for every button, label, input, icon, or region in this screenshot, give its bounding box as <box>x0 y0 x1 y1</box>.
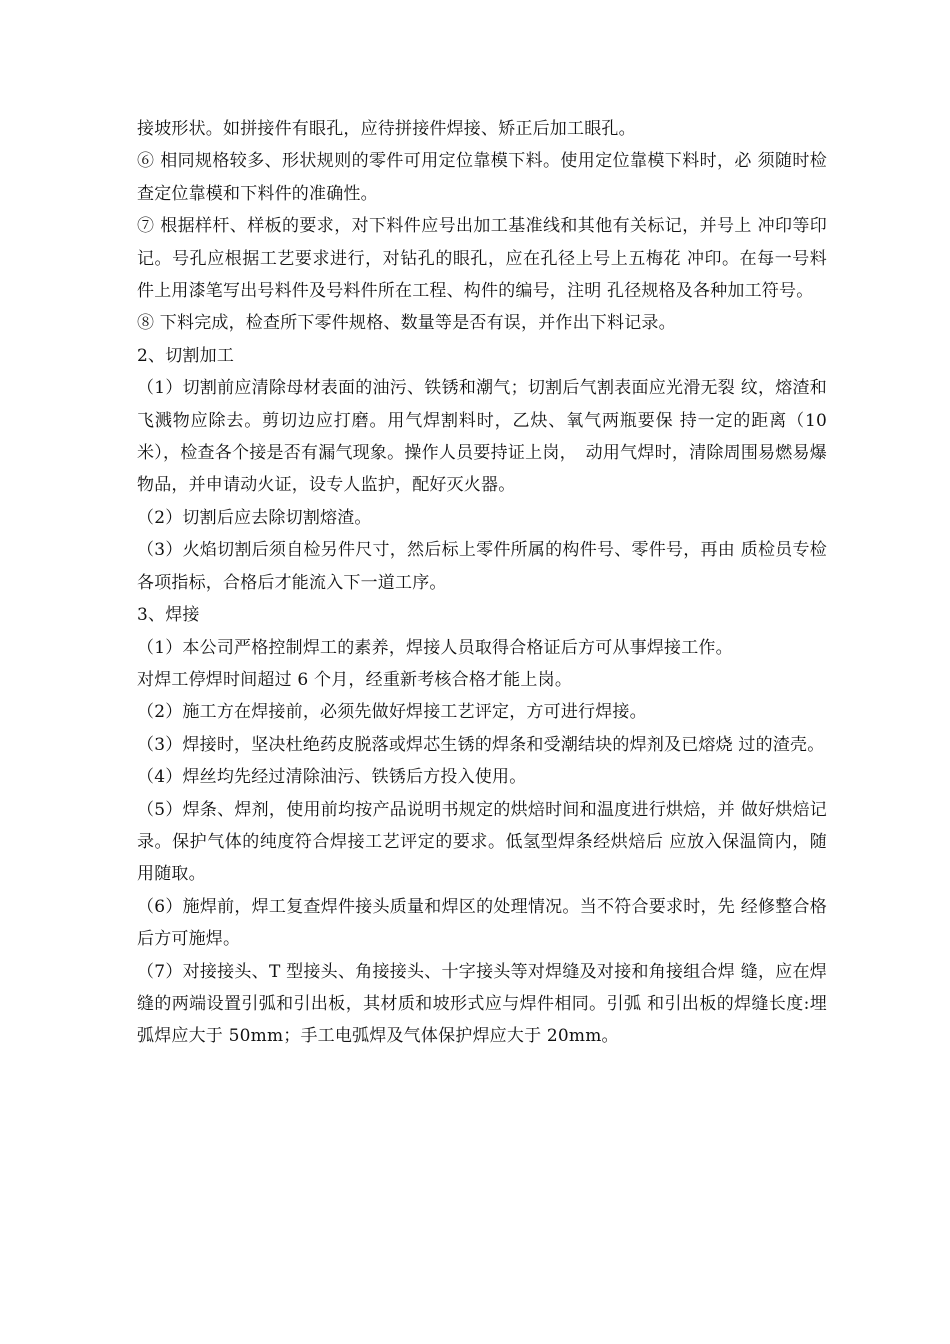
paragraph-6: （2）切割后应去除切割熔渣。 <box>137 507 372 528</box>
paragraph-12: （3）焊接时，坚决杜绝药皮脱落或焊芯生锈的焊条和受潮结块的焊剂及已熔烧 过的渣壳。 <box>137 734 825 755</box>
paragraph-2: ⑦ 根据样杆、样板的要求，对下料件应号出加工基准线和其他有关标记，并号上 冲印等印记。号孔应根据工艺要求进行，对钻孔的眼孔，应在孔径上号上五梅花 冲印。在每一号料件上用漆笔写出号料件及号料件所在工程、构件的编号，注明 孔径规格及各种加工符号。 <box>137 216 827 302</box>
paragraph-13: （4）焊丝均先经过清除油污、铁锈后方投入使用。 <box>137 767 527 788</box>
paragraph-1: ⑥ 相同规格较多、形状规则的零件可用定位靠模下料。使用定位靠模下料时，必 须随时检查定位靠模和下料件的准确性。 <box>137 151 827 204</box>
paragraph-11: （2）施工方在焊接前，必须先做好焊接工艺评定，方可进行焊接。 <box>137 702 647 723</box>
section-heading-cutting: 2、切割加工 <box>137 345 235 366</box>
paragraph-7: （3）火焰切割后须自检另件尺寸，然后标上零件所属的构件号、零件号，再由 质检员专检各项指标，合格后才能流入下一道工序。 <box>137 540 827 593</box>
section-heading-welding: 3、焊接 <box>137 605 200 626</box>
paragraph-16: （7）对接接头、T 型接头、角接接头、十字接头等对焊缝及对接和角接组合焊 缝，应在焊缝的两端设置引弧和引出板，其材质和坡形式应与焊件相同。引弧 和引出板的焊缝长度:埋弧焊应大于 50mm；手工电弧焊及气体保护焊应大于 20mm。 <box>137 961 827 1047</box>
paragraph-3: ⑧ 下料完成，检查所下零件规格、数量等是否有误，并作出下料记录。 <box>137 313 676 334</box>
document-body <box>137 113 827 1053</box>
paragraph-15: （6）施焊前，焊工复查焊件接头质量和焊区的处理情况。当不符合要求时，先 经修整合格后方可施焊。 <box>137 896 827 950</box>
paragraph-10: 对焊工停焊时间超过 6 个月，经重新考核合格才能上岗。 <box>137 669 573 690</box>
paragraph-0: 接坡形状。如拼接件有眼孔，应待拼接件焊接、矫正后加工眼孔。 <box>137 119 636 139</box>
paragraph-14: （5）焊条、焊剂，使用前均按产品说明书规定的烘焙时间和温度进行烘焙，并 做好烘焙记录。保护气体的纯度符合焊接工艺评定的要求。低氢型焊条经烘焙后 应放入保温筒内，随用随取。 <box>137 799 827 885</box>
paragraph-5: （1）切割前应清除母材表面的油污、铁锈和潮气；切割后气割表面应光滑无裂 纹，熔渣和飞溅物应除去。剪切边应打磨。用气焊割料时，乙炔、氧气两瓶要保 持一定的距离（10米），检查各个接是否有漏气现象。操作人员要持证上岗， 动用气焊时，清除周围易燃易爆物品，并申请动火证，设专人监护，配好灭火器。 <box>137 378 827 496</box>
paragraph-9: （1）本公司严格控制焊工的素养，焊接人员取得合格证后方可从事焊接工作。 <box>137 637 733 658</box>
